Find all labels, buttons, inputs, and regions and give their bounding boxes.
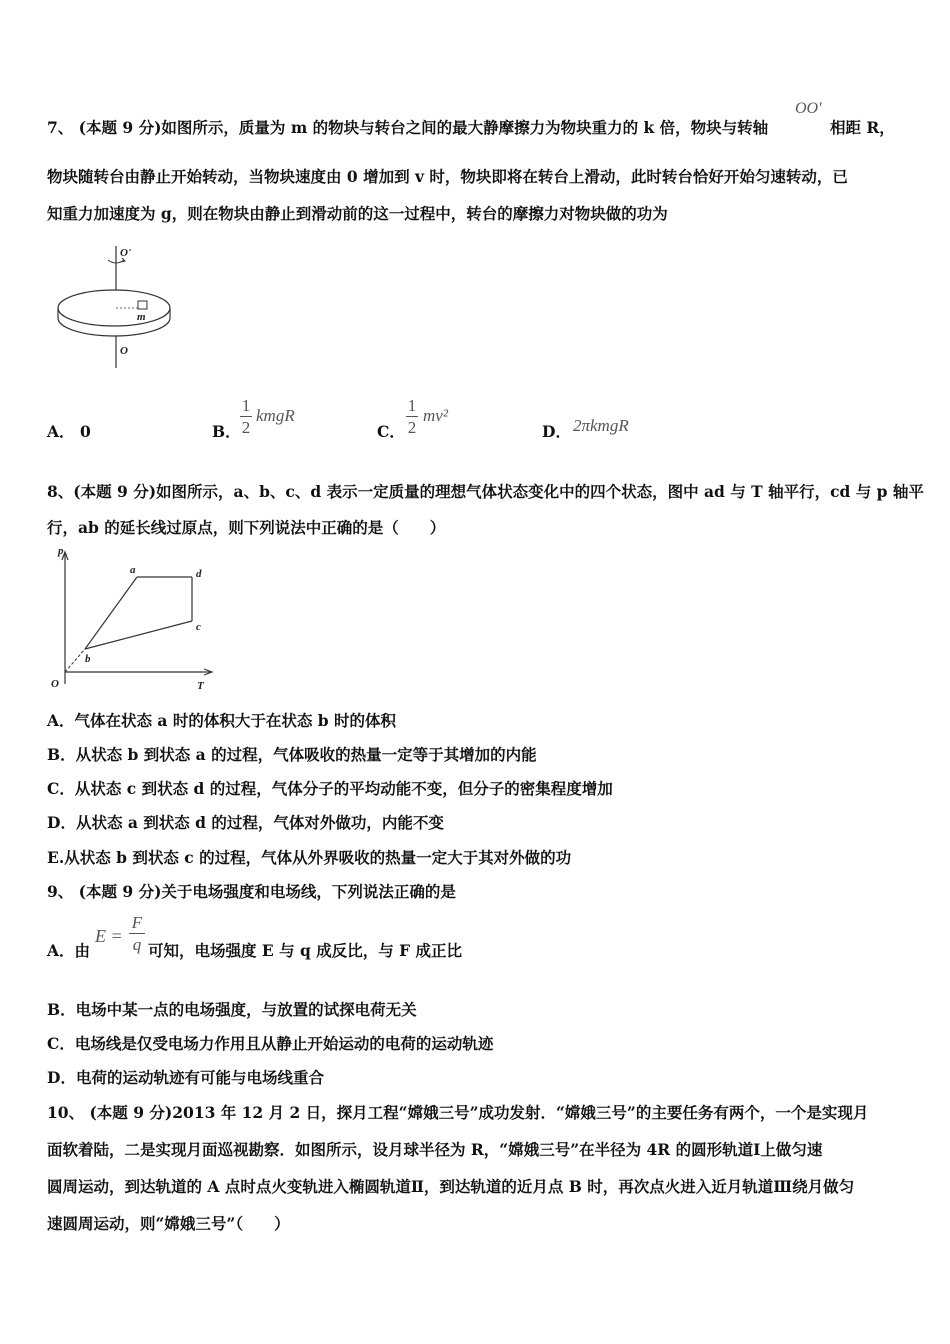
q10-stem-line1: 10、 (本题 9 分)2013 年 12 月 2 日，探月工程“嫦娥三号”成功发射．“嫦娥三号”的主要任务有两个，一个是实现月 xyxy=(47,1103,869,1122)
q7-stem-tail: 相距 R， xyxy=(830,118,895,137)
q10-stem-line4: 速圆周运动，则“嫦娥三号”（ ） xyxy=(47,1214,290,1233)
q9-option-a-text: 可知，电场强度 E 与 q 成反比，与 F 成正比 xyxy=(148,941,463,960)
turntable-disc xyxy=(58,290,170,326)
state-a-label: a xyxy=(130,564,136,576)
q8-stem-line1: 8、(本题 9 分)如图所示，a、b、c、d 表示一定质量的理想气体状态变化中的四个状态，图中 ad 与 T 轴平行，cd 与 p 轴平 xyxy=(47,482,924,501)
mass-block xyxy=(138,301,147,309)
q7-option-d[interactable]: D． xyxy=(542,422,571,441)
q7-option-c[interactable]: C． xyxy=(377,422,405,441)
origin-label: O xyxy=(51,678,59,690)
q8-option-d[interactable]: D．从状态 a 到状态 d 的过程，气体对外做功，内能不变 xyxy=(47,813,444,832)
p-axis-label: p xyxy=(58,545,64,557)
q7-option-d-expr: 2πkmgR xyxy=(573,416,629,435)
q7-option-a[interactable]: A． 0 xyxy=(47,422,91,441)
q9-option-a[interactable]: A．由 xyxy=(47,941,91,960)
q9-option-b[interactable]: B．电场中某一点的电场强度，与放置的试探电荷无关 xyxy=(47,1000,417,1019)
state-c-label: c xyxy=(196,621,201,633)
q7-option-b-expr: kmgR xyxy=(256,406,295,425)
q7-stem-text: 7、 (本题 9 分)如图所示，质量为 m 的物块与转台之间的最大静摩擦力为物块重力的 k 倍，物块与转轴 xyxy=(47,118,769,137)
q7-option-b-fraction: 1 2 xyxy=(241,396,251,437)
state-b-label: b xyxy=(85,653,91,665)
line-ab xyxy=(85,577,137,649)
q9-stem: 9、 (本题 9 分)关于电场强度和电场线，下列说法正确的是 xyxy=(47,882,456,901)
q7-stem-line3: 知重力加速度为 g，则在物块由静止到滑动前的这一过程中，转台的摩擦力对物块做的功为 xyxy=(47,204,668,223)
q8-option-b[interactable]: B．从状态 b 到状态 a 的过程，气体吸收的热量一定等于其增加的内能 xyxy=(47,745,537,764)
q7-option-c-fraction: 1 2 xyxy=(407,396,417,437)
line-cb xyxy=(85,621,192,649)
q7-figure-label-top: O' xyxy=(120,247,131,259)
q10-stem-line3: 圆周运动，到达轨道的 A 点时点火变轨进入椭圆轨道Ⅱ，到达轨道的近月点 B 时，再次点火进入近月轨道Ⅲ绕月做匀 xyxy=(47,1177,855,1196)
turntable-figure xyxy=(50,238,180,373)
q7-stem-line1 xyxy=(47,116,768,138)
q8-option-a[interactable]: A．气体在状态 a 时的体积大于在状态 b 时的体积 xyxy=(47,711,396,730)
q7-axis-symbol: OO' xyxy=(795,100,822,117)
q8-option-e[interactable]: E.从状态 b 到状态 c 的过程，气体从外界吸收的热量一定大于其对外做的功 xyxy=(47,848,572,867)
q10-stem-line2: 面软着陆，二是实现月面巡视勘察．如图所示，设月球半径为 R，“嫦娥三号”在半径为 4R 的圆形轨道Ⅰ上做匀速 xyxy=(47,1140,823,1159)
pt-diagram xyxy=(45,544,220,694)
q9-option-d[interactable]: D．电荷的运动轨迹有可能与电场线重合 xyxy=(47,1068,324,1087)
q7-option-c-expr: mv² xyxy=(423,406,448,425)
q9-formula-fraction: F q xyxy=(129,913,145,954)
q7-figure-label-mass: m xyxy=(137,311,146,323)
state-d-label: d xyxy=(196,568,202,580)
t-axis-label: T xyxy=(197,680,204,692)
q7-option-b[interactable]: B． xyxy=(212,422,241,441)
q8-option-c[interactable]: C．从状态 c 到状态 d 的过程，气体分子的平均动能不变，但分子的密集程度增加 xyxy=(47,779,613,798)
q7-figure-label-bottom: O xyxy=(120,345,128,357)
q8-stem-line2: 行，ab 的延长线过原点，则下列说法中正确的是（ ） xyxy=(47,518,446,537)
q7-stem-line2: 物块随转台由静止开始转动，当物块速度由 0 增加到 v 时，物块即将在转台上滑动，此时转台恰好开始匀速转动，已 xyxy=(47,167,848,186)
q9-option-c[interactable]: C．电场线是仅受电场力作用且从静止开始运动的电荷的运动轨迹 xyxy=(47,1034,494,1053)
q9-formula-lhs: E = xyxy=(95,926,123,946)
